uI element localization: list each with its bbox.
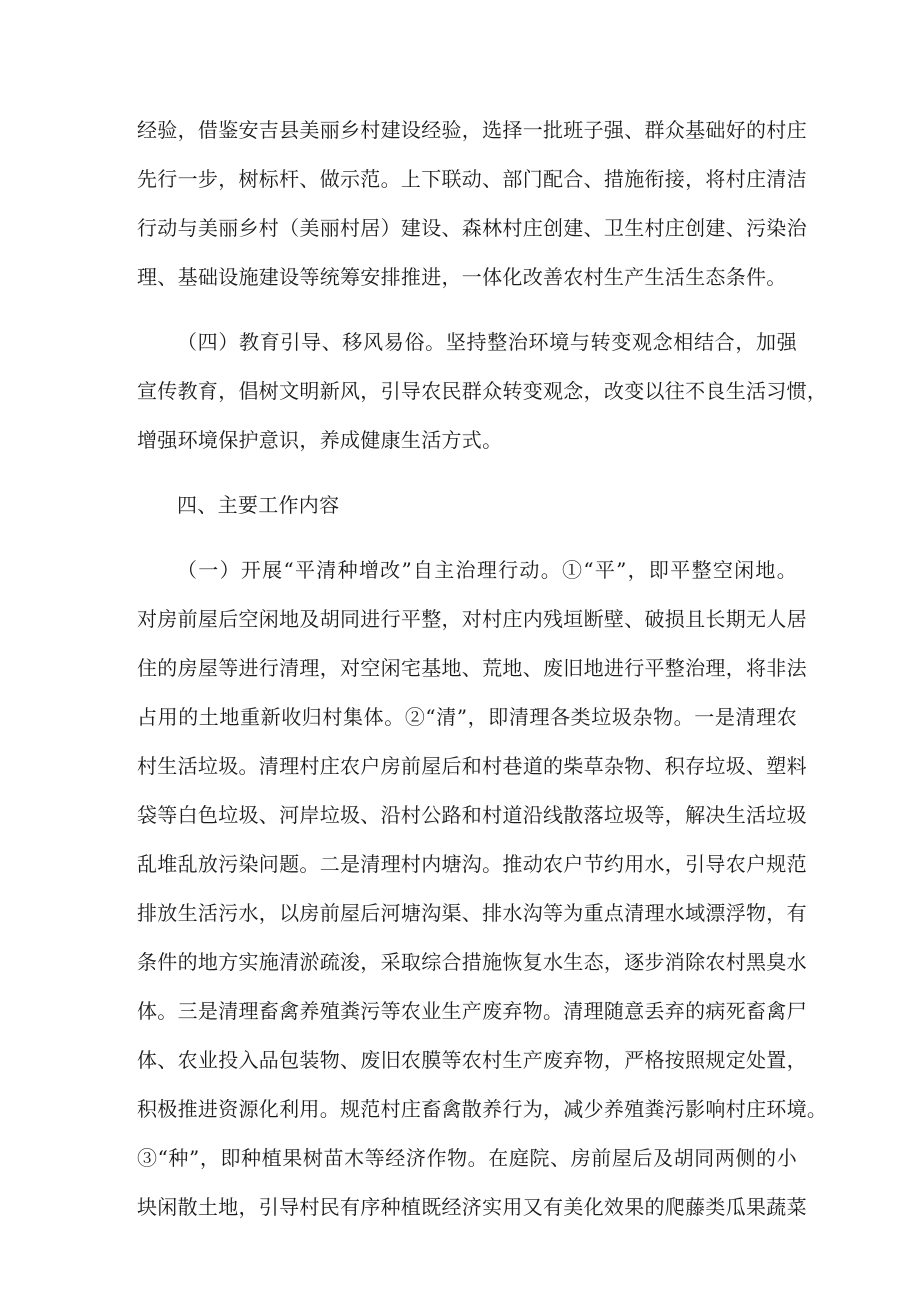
paragraph-2-line-1: （四）教育引导、移风易俗。坚持整治环境与转变观念相结合，加强 — [177, 330, 797, 354]
paragraph-3-line-11: 体、农业投入品包装物、废旧农膜等农村生产废弃物，严格按照规定处置， — [137, 1048, 807, 1072]
paragraph-1-line-4: 理、基础设施建设等统筹安排推进，一体化改善农村生产生活生态条件。 — [137, 265, 787, 289]
paragraph-3-line-5: 村生活垃圾。清理村庄农户房前屋后和村巷道的柴草杂物、积存垃圾、塑料 — [137, 754, 807, 778]
paragraph-3-line-12: 积极推进资源化利用。规范村庄畜禽散养行为，减少养殖粪污影响村庄环境。 — [137, 1097, 828, 1121]
paragraph-3-line-6: 袋等白色垃圾、河岸垃圾、沿村公路和村道沿线散落垃圾等，解决生活垃圾 — [137, 803, 807, 827]
paragraph-2-line-3: 增强环境保护意识，养成健康生活方式。 — [137, 428, 503, 452]
paragraph-3-line-9: 条件的地方实施清淤疏浚，采取综合措施恢复水生态，逐步消除农村黑臭水 — [137, 950, 807, 974]
paragraph-1-line-1: 经验，借鉴安吉县美丽乡村建设经验，选择一批班子强、群众基础好的村庄 — [137, 118, 807, 142]
paragraph-3-line-7: 乱堆乱放污染问题。二是清理村内塘沟。推动农户节约用水，引导农户规范 — [137, 852, 807, 876]
paragraph-3-line-10: 体。三是清理畜禽养殖粪污等农业生产废弃物。清理随意丢弃的病死畜禽尸 — [137, 999, 807, 1023]
paragraph-3-line-2: 对房前屋后空闲地及胡同进行平整，对村庄内残垣断壁、破损且长期无人居 — [137, 607, 807, 631]
paragraph-3-line-4: 占用的土地重新收归村集体。②“清”，即清理各类垃圾杂物。一是清理农 — [137, 705, 797, 729]
paragraph-1-line-2: 先行一步，树标杆、做示范。上下联动、部门配合、措施衔接，将村庄清洁 — [137, 167, 807, 191]
paragraph-1-line-3: 行动与美丽乡村（美丽村居）建设、森林村庄创建、卫生村庄创建、污染治 — [137, 216, 807, 240]
paragraph-3-line-13: ③“种”，即种植果树苗木等经济作物。在庭院、房前屋后及胡同两侧的小 — [137, 1146, 797, 1170]
paragraph-3-line-14: 块闲散土地，引导村民有序种植既经济实用又有美化效果的爬藤类瓜果蔬菜 — [137, 1195, 807, 1219]
paragraph-3-line-8: 排放生活污水，以房前屋后河塘沟渠、排水沟等为重点清理水域漂浮物，有 — [137, 901, 807, 925]
section-heading: 四、主要工作内容 — [177, 493, 340, 517]
paragraph-2-line-2: 宣传教育，倡树文明新风，引导农民群众转变观念，改变以往不良生活习惯， — [137, 379, 828, 403]
paragraph-3-line-3: 住的房屋等进行清理，对空闲宅基地、荒地、废旧地进行平整治理，将非法 — [137, 656, 807, 680]
paragraph-3-line-1: （一）开展“平清种增改”自主治理行动。①“平”，即平整空闲地。 — [177, 558, 797, 582]
